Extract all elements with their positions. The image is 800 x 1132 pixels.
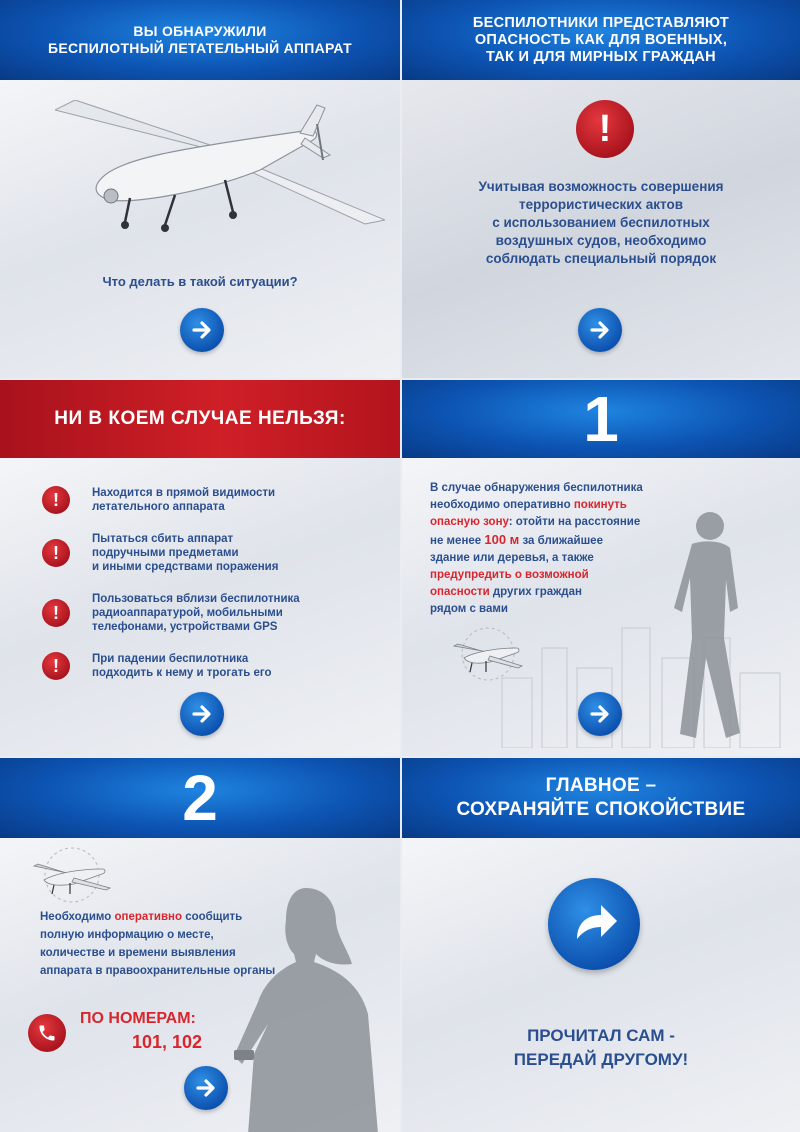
panel1-question: Что делать в такой ситуации? [102, 274, 298, 289]
panel5-next-button[interactable] [184, 1066, 228, 1110]
panel3-header [0, 380, 400, 458]
panel4-highlight-warn: предупредить о возможной опасности [430, 569, 589, 598]
panel5-instructions [40, 908, 340, 980]
panel6-header [402, 758, 800, 838]
panel2-header [402, 0, 800, 80]
panel4-text-5: за ближайшее здание или деревья, а также [430, 535, 603, 564]
panel6-footer: ПРОЧИТАЛ САМ - ПЕРЕДАЙ ДРУГОМУ! [513, 1026, 689, 1069]
exclamation-icon: ! [42, 486, 70, 514]
panel5-number: 2 [182, 762, 218, 834]
panel3-header-text: НИ В КОЕМ СЛУЧАЕ НЕЛЬЗЯ: [54, 408, 346, 429]
forbidden-list [42, 486, 382, 698]
panel4-text-1: В случае обнаружения беспилотника необходимо оперативно [430, 482, 643, 511]
share-arrow-icon [567, 897, 621, 951]
panel6-header-text: ГЛАВНОЕ – СОХРАНЯЙТЕ СПОКОЙСТВИЕ [456, 775, 746, 820]
phone-numbers[interactable]: 101, 102 [132, 1032, 203, 1052]
panel4-number: 1 [583, 383, 619, 455]
panel2-next-button[interactable] [578, 308, 622, 352]
panel5-header [0, 758, 400, 838]
phones-label: ПО НОМЕРАМ: [80, 1010, 196, 1027]
panel1-header [0, 0, 400, 80]
panel5-highlight: оперативно [114, 911, 183, 923]
panel2-body [402, 80, 800, 378]
rule-text: Находится в прямой видимости летательного аппарата [92, 487, 276, 513]
arrow-right-icon [190, 318, 214, 342]
exclamation-icon: ! [42, 599, 70, 627]
rule-text: Пользоваться вблизи беспилотника радиоаппаратурой, мобильными телефонами, устройствами GPS [92, 593, 300, 633]
panel4-next-button[interactable] [578, 692, 622, 736]
arrow-right-icon [588, 702, 612, 726]
drone-icon [30, 846, 116, 904]
list-item [42, 592, 382, 634]
exclamation-icon: ! [42, 652, 70, 680]
arrow-right-icon [588, 318, 612, 342]
drone-icon [55, 100, 385, 240]
panel5-body [0, 838, 400, 1132]
panel3-next-button[interactable] [180, 692, 224, 736]
panel4-highlight-leave: покинуть опасную зону [430, 499, 627, 528]
list-item [42, 532, 382, 574]
drone-icon [450, 626, 528, 682]
exclamation-icon: ! [576, 100, 634, 158]
list-item [42, 486, 382, 514]
panel4-header [402, 380, 800, 458]
panel1-header-text: ВЫ ОБНАРУЖИЛИ БЕСПИЛОТНЫЙ ЛЕТАТЕЛЬНЫЙ АППАРАТ [48, 23, 352, 56]
panel4-text-7: других граждан рядом с вами [430, 586, 582, 615]
share-button[interactable] [548, 878, 640, 970]
panel2-header-text: БЕСПИЛОТНИКИ ПРЕДСТАВЛЯЮТ ОПАСНОСТЬ КАК ДЛЯ ВОЕННЫХ, ТАК И ДЛЯ МИРНЫХ ГРАЖДАН [472, 14, 730, 65]
arrow-right-icon [190, 702, 214, 726]
panel5-text-3: сообщить полную информацию о месте, количестве и времени выявления аппарата в правоохранительные органы [40, 911, 276, 977]
panel1-body [0, 80, 400, 378]
exclamation-icon: ! [42, 539, 70, 567]
panel4-text-3: : отойти на расстояние не менее [430, 516, 641, 547]
arrow-right-icon [194, 1076, 218, 1100]
panel6-body [402, 838, 800, 1132]
panel2-warning-text: Учитывая возможность совершения террористических актов с использованием беспилотных воздушных судов, необходимо соблюдать специальный порядок [478, 179, 724, 266]
list-item [42, 652, 382, 680]
panel4-highlight-distance: 100 м [484, 532, 520, 547]
rule-text: Пытаться сбить аппарат подручными предметами и иными средствами поражения [92, 533, 279, 573]
panel4-instructions [430, 480, 730, 618]
phone-icon [28, 1014, 66, 1052]
panel5-text-1: Необходимо [40, 911, 115, 923]
panel1-next-button[interactable] [180, 308, 224, 352]
panel4-body [402, 458, 800, 756]
rule-text: При падении беспилотника подходить к нему и трогать его [92, 653, 272, 679]
